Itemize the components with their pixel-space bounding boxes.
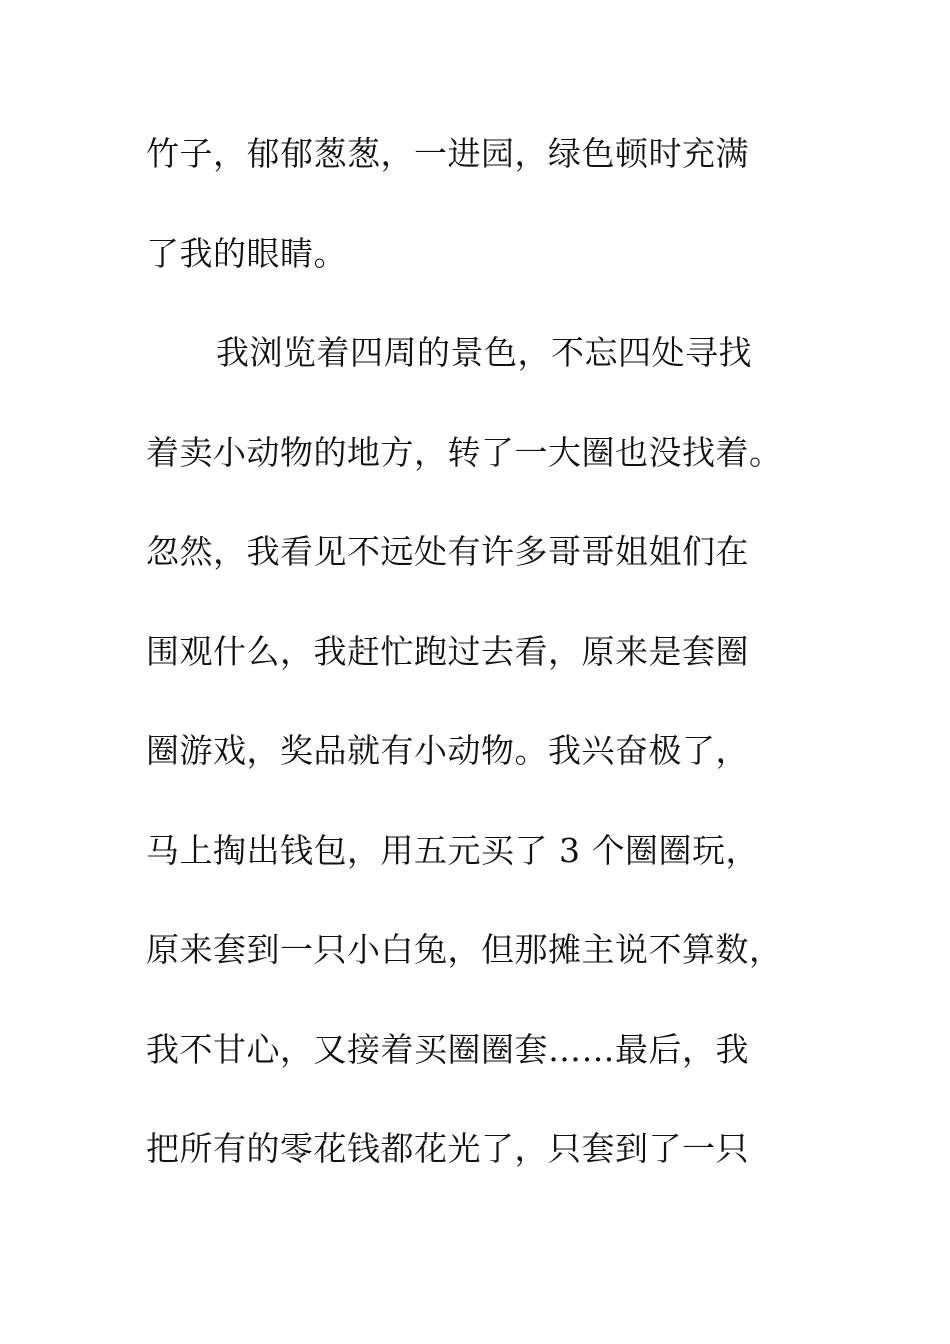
text-line: 着卖小动物的地方，转了一大圈也没找着。 bbox=[146, 432, 783, 472]
text-line: 原来套到一只小白兔，但那摊主说不算数， bbox=[146, 930, 783, 969]
body-text bbox=[146, 124, 826, 1219]
text-line: 圈游戏，奖品就有小动物。我兴奋极了， bbox=[146, 731, 749, 770]
text-line: 竹子，郁郁葱葱，一进园，绿色顿时充满 bbox=[146, 134, 749, 173]
paragraph-start-line: 我浏览着四周的景色，不忘四处寻找 bbox=[216, 333, 752, 372]
text-line: 忽然，我看见不远处有许多哥哥姐姐们在 bbox=[146, 532, 749, 571]
text-line: 马上掏出钱包，用五元买了 3 个圈圈玩， bbox=[146, 830, 759, 870]
text-line: 把所有的零花钱都花光了，只套到了一只 bbox=[146, 1129, 749, 1168]
text-line: 我不甘心，又接着买圈圈套……最后，我 bbox=[146, 1029, 749, 1069]
text-line: 了我的眼睛。 bbox=[146, 233, 347, 273]
text-line: 围观什么，我赶忙跑过去看，原来是套圈 bbox=[146, 631, 749, 671]
